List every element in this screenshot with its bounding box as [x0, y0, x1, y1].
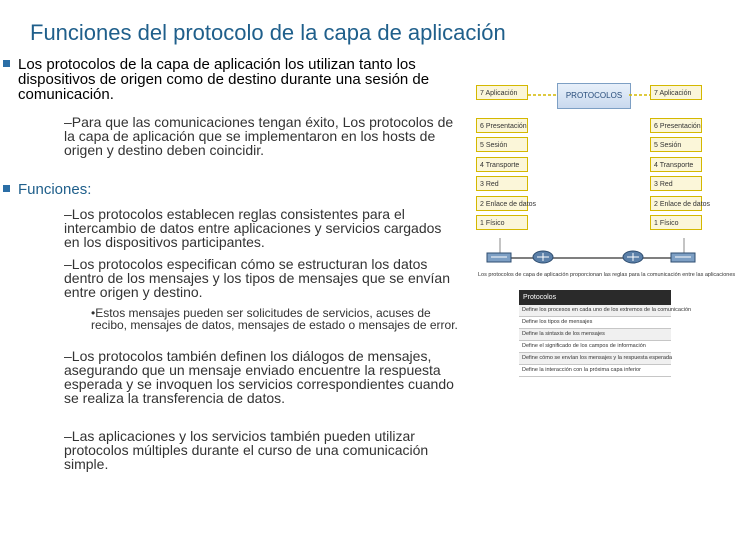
diagram-caption: Los protocolos de capa de aplicación proporcionan las reglas para la comunicación entre las aplicaciones: [478, 272, 735, 278]
osi-layer-box: 1 Físico: [476, 215, 528, 230]
osi-layer-box: 4 Transporte: [476, 157, 528, 172]
sub-bullet-message-dialogs: –Los protocolos también definen los diálogos de mensajes, asegurando que un mensaje enviado encuentre la respuesta esperada y se invoquen los servicios correspondientes cuando se realiza la transferencia de datos.: [64, 348, 454, 406]
bullet-functions: [18, 182, 458, 197]
sub-bullet-message-structure: –Los protocolos especifican cómo se estructuran los datos dentro de los mensajes y los tipos de mensajes que se envían entre origen y destino.: [64, 256, 451, 300]
table-body: [519, 305, 692, 377]
osi-layer-box: 2 Enlace de datos: [476, 196, 528, 211]
table-row: Define los tipos de mensajes: [519, 317, 671, 329]
slide-title: Funciones del protocolo de la capa de aplicación: [30, 20, 506, 45]
osi-layer-box: 3 Red: [650, 176, 702, 191]
table-row: Define cómo se envían los mensajes y la respuesta esperada: [519, 353, 671, 365]
table-row: Define la interacción con la próxima capa inferior: [519, 365, 671, 377]
osi-layer-box: 6 Presentación: [650, 118, 702, 133]
protocols-label-box: PROTOCOLOS: [557, 83, 631, 109]
bullet-text: Funciones:: [18, 181, 92, 198]
osi-layer-box: 6 Presentación: [476, 118, 528, 133]
osi-layer-box: 5 Sesión: [650, 137, 702, 152]
sub-bullet-multiple-protocols: –Las aplicaciones y los servicios también pueden utilizar protocolos múltiples durante el curso de una comunicación simple.: [64, 428, 429, 472]
protocols-table: [519, 290, 692, 377]
switch-icon: [670, 250, 696, 269]
table-row: Define los procesos en cada uno de los extremos de la comunicación: [519, 305, 671, 317]
osi-layer-box: 7 Aplicación: [476, 85, 528, 100]
sub-bullet-matching-protocols: –Para que las comunicaciones tengan éxito, Los protocolos de la capa de aplicación que se implementaron en los hosts de origen y destino deben coincidir.: [64, 114, 454, 158]
switch-icon: [486, 250, 512, 269]
osi-layer-box: 1 Físico: [650, 215, 702, 230]
router-icon: [532, 250, 554, 269]
osi-layer-box: 7 Aplicación: [650, 85, 702, 100]
bullet-protocols-used: [18, 57, 458, 102]
sub-sub-bullet-message-types: •Estos mensajes pueden ser solicitudes de servicios, acuses de recibo, mensajes de datos, mensajes de estado o mensajes de error.: [91, 306, 458, 332]
table-header: Protocolos: [519, 290, 671, 305]
table-row: Define la sintaxis de los mensajes: [519, 329, 671, 341]
bullet-text: Los protocolos de la capa de aplicación los utilizan tanto los dispositivos de origen como de destino durante una sesión de comunicación.: [18, 56, 430, 103]
sub-bullet-consistent-rules: –Los protocolos establecen reglas consistentes para el intercambio de datos entre aplicaciones y servicios cargados en los dispositivos participantes.: [64, 206, 442, 250]
table-row: Define el significado de los campos de información: [519, 341, 671, 353]
bullet-marker: [3, 60, 10, 67]
osi-layer-box: 3 Red: [476, 176, 528, 191]
router-icon: [622, 250, 644, 269]
osi-layer-box: 4 Transporte: [650, 157, 702, 172]
osi-layer-box: 5 Sesión: [476, 137, 528, 152]
osi-layer-box: 2 Enlace de datos: [650, 196, 702, 211]
bullet-marker: [3, 185, 10, 192]
osi-protocol-diagram: [474, 76, 735, 386]
